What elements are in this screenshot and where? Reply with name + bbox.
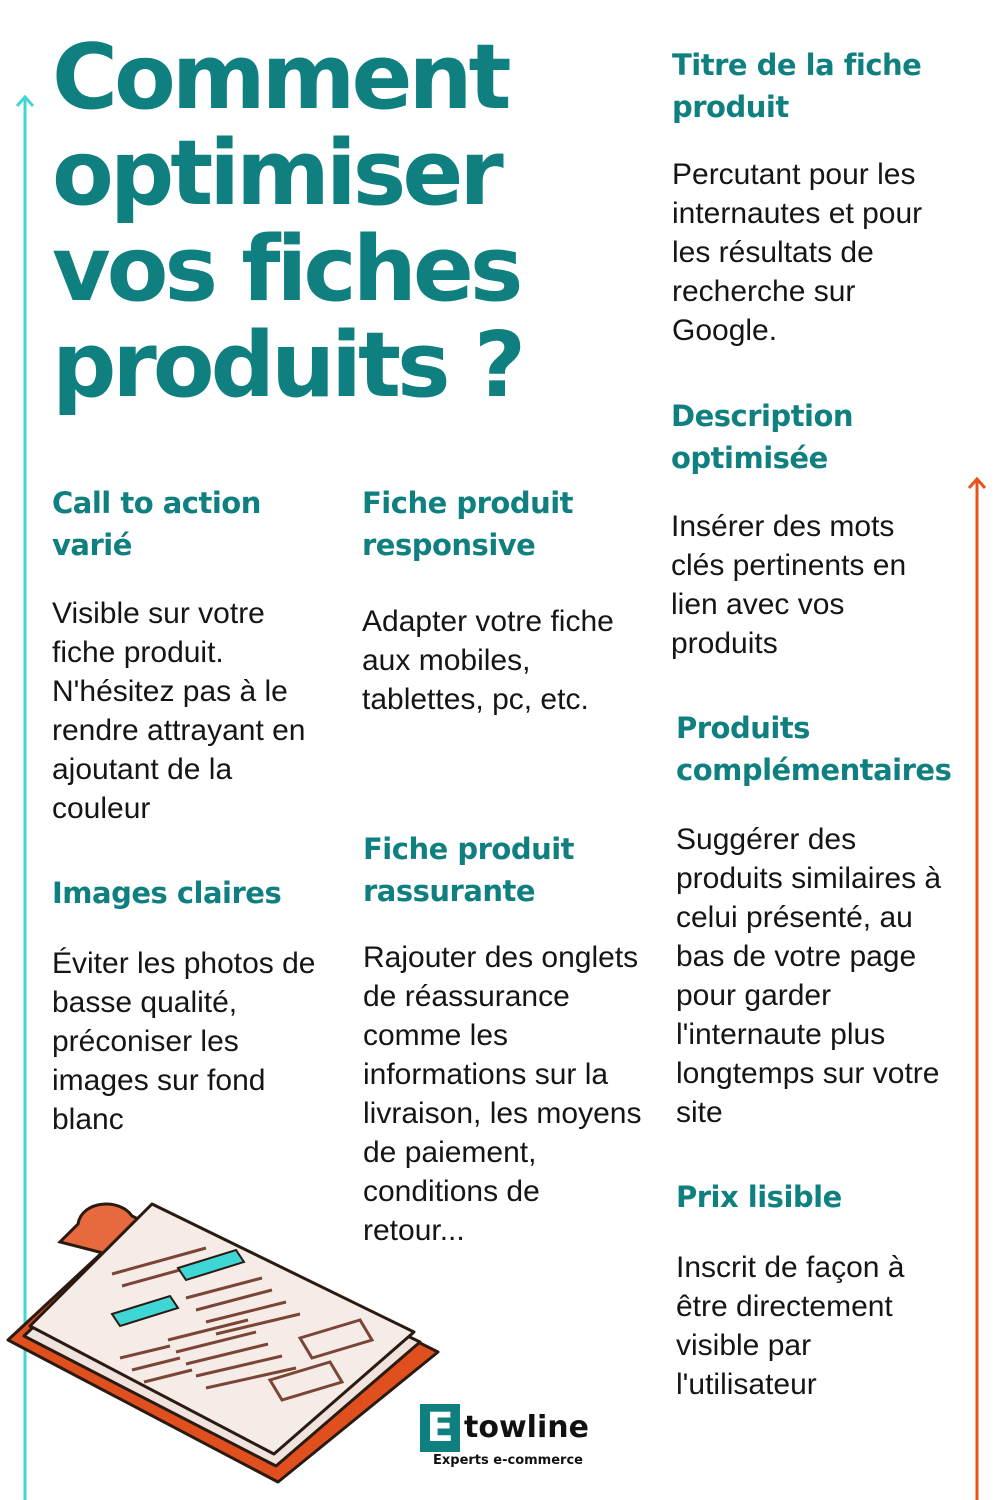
text-rassurante: Rajouter des onglets de réassurance comme les informations sur la livraison, les moyens de paiement, conditions de retour... bbox=[363, 941, 642, 1247]
heading-prix: Prix lisible bbox=[676, 1180, 842, 1214]
heading-images: Images claires bbox=[52, 876, 282, 910]
heading-titre: Titre de la fiche produit bbox=[672, 48, 922, 124]
text-description: Insérer des mots clés pertinents en lien avec vos produits bbox=[671, 510, 907, 660]
text-titre: Percutant pour les internautes et pour les résultats de recherche sur Google. bbox=[672, 158, 923, 347]
logo-tagline: Experts e-commerce bbox=[433, 1453, 583, 1468]
clipboard-document-icon bbox=[0, 1190, 440, 1490]
text-complementaires: Suggérer des produits similaires à celui présenté, au bas de votre page pour garder l'internaute plus longtemps sur votre site bbox=[676, 823, 942, 1129]
heading-rassurante: Fiche produit rassurante bbox=[363, 832, 575, 908]
heading-complementaires: Produits complémentaires bbox=[676, 711, 952, 787]
heading-call-to-action: Call to action varié bbox=[52, 486, 261, 562]
right-arrow-up-icon bbox=[966, 474, 988, 1500]
text-images: Éviter les photos de basse qualité, préconiser les images sur fond blanc bbox=[52, 947, 316, 1136]
logo-word: towline bbox=[464, 1410, 589, 1445]
text-call-to-action: Visible sur votre fiche produit. N'hésitez pas à le rendre attrayant en ajoutant de la couleur bbox=[52, 597, 306, 825]
text-responsive: Adapter votre fiche aux mobiles, tablettes, pc, etc. bbox=[362, 605, 614, 716]
page-title: Comment optimiser vos fiches produits ? bbox=[52, 25, 523, 418]
heading-responsive: Fiche produit responsive bbox=[362, 486, 574, 562]
logo-letter: E bbox=[420, 1404, 460, 1452]
text-prix: Inscrit de façon à être directement visible par l'utilisateur bbox=[676, 1251, 905, 1401]
heading-description: Description optimisée bbox=[671, 399, 854, 475]
